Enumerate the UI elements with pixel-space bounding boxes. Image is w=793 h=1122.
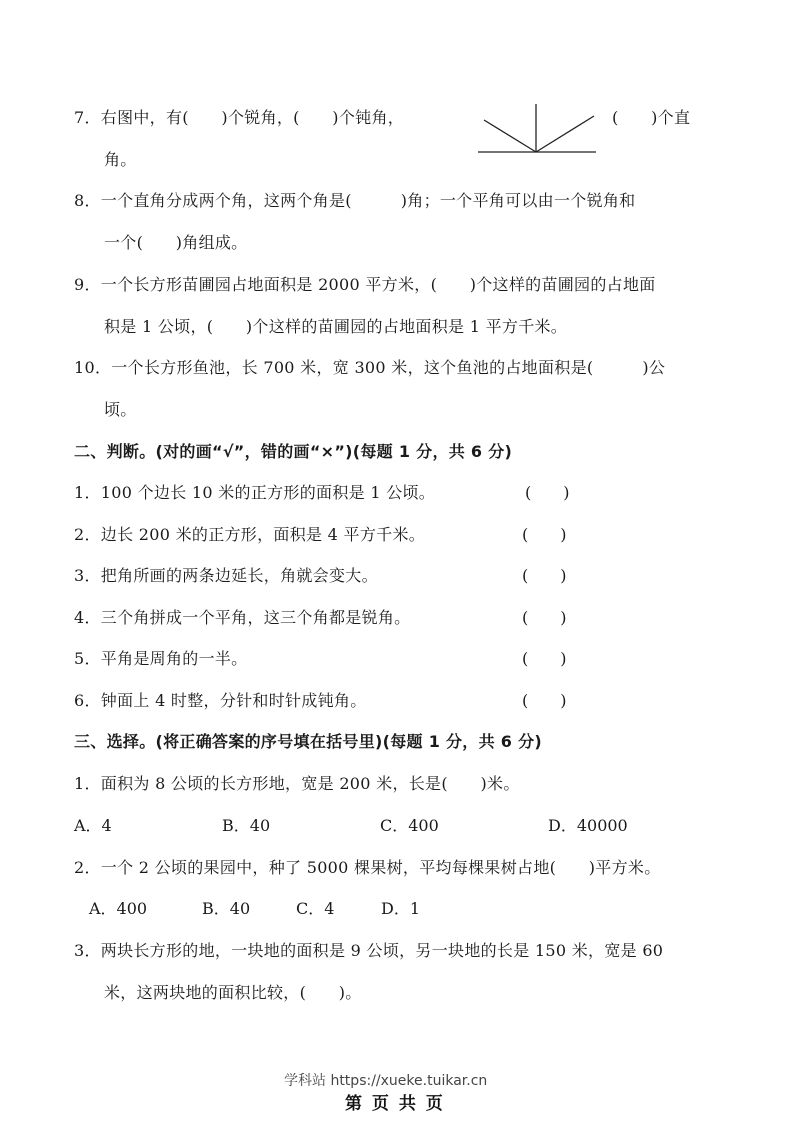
- q7-line2: 角。: [104, 150, 137, 169]
- choice-q2-option-c[interactable]: C．4: [296, 899, 335, 918]
- choice-q2-option-a[interactable]: A．400: [89, 899, 148, 918]
- choice-q1-option-c[interactable]: C．400: [380, 816, 439, 835]
- judge-item-4: 4．三个角拼成一个平角，这三个角都是锐角。: [74, 608, 411, 627]
- judge-answer-blank-1[interactable]: ( ): [525, 483, 570, 502]
- choice-q3-line1: 3．两块长方形的地，一块地的面积是 9 公顷，另一块地的长是 150 米，宽是 60: [74, 941, 664, 960]
- judge-answer-blank-2[interactable]: ( ): [522, 525, 567, 544]
- q8-line1: 8．一个直角分成两个角，这两个角是( )角；一个平角可以由一个锐角和: [74, 191, 636, 210]
- q8-line2: 一个( )角组成。: [104, 233, 248, 252]
- choice-q2-option-d[interactable]: D．1: [381, 899, 421, 918]
- q9-line1: 9．一个长方形苗圃园占地面积是 2000 平方米，( )个这样的苗圃园的占地面: [74, 275, 656, 294]
- choice-q2: 2．一个 2 公顷的果园中，种了 5000 棵果树，平均每棵果树占地( )平方米。: [74, 858, 661, 877]
- judge-answer-blank-6[interactable]: ( ): [522, 691, 567, 710]
- judge-item-6: 6．钟面上 4 时整，分针和时针成钝角。: [74, 691, 367, 710]
- angle-diagram: [474, 100, 600, 156]
- judge-answer-blank-4[interactable]: ( ): [522, 608, 567, 627]
- q10-line2: 顷。: [104, 400, 137, 419]
- choice-q1-option-a[interactable]: A．4: [74, 816, 112, 835]
- footer-watermark: 学科站 https://xueke.tuikar.cn: [284, 1073, 488, 1089]
- choice-q1-option-d[interactable]: D．40000: [548, 816, 628, 835]
- q10-line1: 10．一个长方形鱼池，长 700 米，宽 300 米，这个鱼池的占地面积是( )公: [74, 358, 666, 377]
- section-judge-header: 二、判断。(对的画“√”，错的画“×”)(每题 1 分，共 6 分): [74, 442, 513, 461]
- choice-q1-option-b[interactable]: B．40: [222, 816, 271, 835]
- choice-q2-option-b[interactable]: B．40: [202, 899, 251, 918]
- angle-ray-left: [484, 120, 536, 152]
- judge-item-1: 1．100 个边长 10 米的正方形的面积是 1 公顷。: [74, 483, 436, 502]
- q9-line2: 积是 1 公顷，( )个这样的苗圃园的占地面积是 1 平方千米。: [104, 317, 568, 336]
- q7-line1: 7．右图中，有( )个锐角，( )个钝角，: [74, 108, 405, 127]
- judge-item-2: 2．边长 200 米的正方形，面积是 4 平方千米。: [74, 525, 426, 544]
- judge-item-3: 3．把角所画的两条边延长，角就会变大。: [74, 566, 378, 585]
- judge-answer-blank-5[interactable]: ( ): [522, 649, 567, 668]
- judge-answer-blank-3[interactable]: ( ): [522, 566, 567, 585]
- footer-page-label: 第 页 共 页: [345, 1094, 445, 1114]
- choice-q1: 1．面积为 8 公顷的长方形地，宽是 200 米，长是( )米。: [74, 774, 520, 793]
- choice-q3-line2: 米，这两块地的面积比较，( )。: [104, 983, 362, 1002]
- judge-item-5: 5．平角是周角的一半。: [74, 649, 248, 668]
- section-choice-header: 三、选择。(将正确答案的序号填在括号里)(每题 1 分，共 6 分): [74, 732, 542, 751]
- q7-line1-right: ( )个直: [612, 108, 691, 127]
- angle-ray-right: [536, 116, 594, 152]
